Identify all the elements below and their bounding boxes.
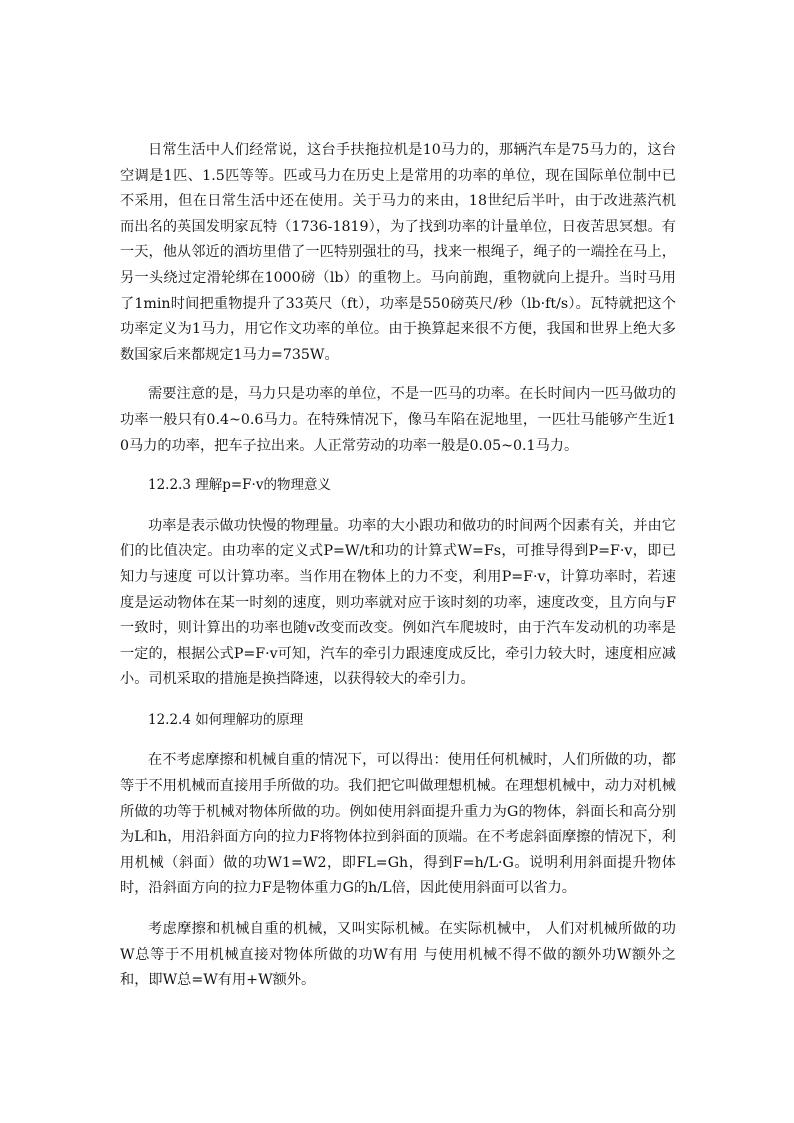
paragraph-ideal-machine: 在不考虑摩擦和机械自重的情况下，可以得出：使用任何机械时，人们所做的功，都等于不用机械而直接用手所做的功。我们把它叫做理想机械。在理想机械中，动力对机械所做的功等于机械对物体所做的功。例如使用斜面提升重力为G的物体，斜面长和高分别为L和h，用沿斜面方向的拉力F将物体拉到斜面的顶端。在不考虑斜面摩擦的情况下，利用机械（斜面）做的功W1=W2，即FL=Gh，得到F=h/L·G。说明利用斜面提升物体时，沿斜面方向的拉力F是物体重力G的h/L倍，因此使用斜面可以省力。 <box>120 752 676 897</box>
document-page <box>120 138 676 994</box>
section-title-12-2-3: 12.2.3 理解p=F·v的物理意义 <box>148 477 331 494</box>
paragraph-horsepower-history: 日常生活中人们经常说，这台手扶拖拉机是10马力的，那辆汽车是75马力的，这台空调是1匹、1.5匹等等。匹或马力在历史上是常用的功率的单位，现在国际单位制中已不采用，但在日常生活中还在使用。关于马力的来由，18世纪后半叶，由于改进蒸汽机而出名的英国发明家瓦特（1736-1819），为了找到功率的计量单位，日夜苦思冥想。有一天，他从邻近的酒坊里借了一匹特别强壮的马，找来一根绳子，绳子的一端拴在马上，另一头绕过定滑轮绑在1000磅（lb）的重物上。马向前跑，重物就向上提升。当时马用了1min时间把重物提升了33英尺（ft），功率是550磅英尺/秒（lb·ft/s）。瓦特就把这个功率定义为1马力，用它作文功率的单位。由于换算起来很不方便，我国和世界上绝大多数国家后来都规定1马力=735W。 <box>120 142 676 363</box>
paragraph-power-meaning: 功率是表示做功快慢的物理量。功率的大小跟功和做功的时间两个因素有关，并由它们的比值决定。由功率的定义式P=W/t和功的计算式W=Fs，可推导得到P=F·v，即已知力与速度 可以计算功率。当作用在物体上的力不变，利用P=F·v，计算功率时，若速度是运动物体在某一时刻的速度，则功率就对应于该时刻的功率，速度改变，且方向与F一致时，则计算出的功率也随v改变而改变。例如汽车爬坡时，由于汽车发动机的功率是一定的，根据公式P=F·v可知，汽车的牵引力跟速度成反比，牵引力较大时，速度相应减小。司机采取的措施是换挡降速，以获得较大的牵引力。 <box>120 517 676 688</box>
section-title-12-2-4: 12.2.4 如何理解功的原理 <box>148 711 304 728</box>
paragraph-real-machine: 考虑摩擦和机械自重的机械，又叫实际机械。在实际机械中， 人们对机械所做的功W总等于不用机械直接对物体所做的功W有用 与使用机械不得不做的额外功W额外之和，即W总=W有用+W额外。 <box>120 921 676 989</box>
paragraph-horsepower-note: 需要注意的是，马力只是功率的单位，不是一匹马的功率。在长时间内一匹马做功的功率一般只有0.4~0.6马力。在特殊情况下，像马车陷在泥地里，一匹壮马能够产生近10马力的功率，把车子拉出来。人正常劳动的功率一般是0.05~0.1马力。 <box>120 386 676 454</box>
